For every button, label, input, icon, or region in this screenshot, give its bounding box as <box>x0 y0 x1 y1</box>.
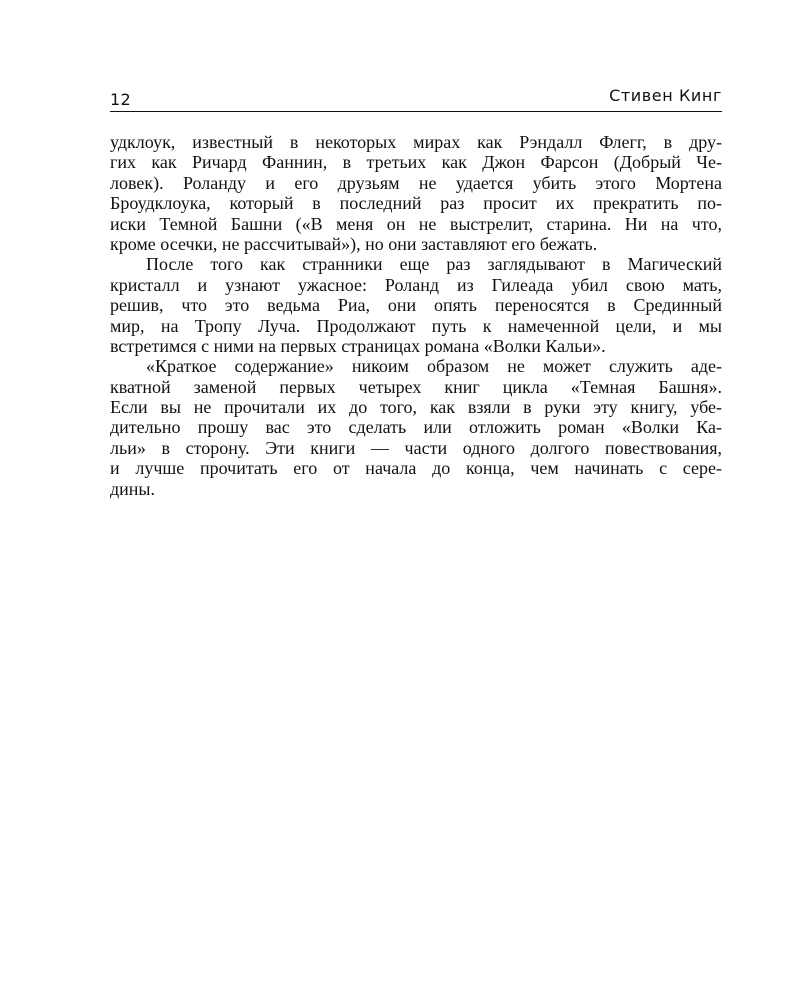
text-line: дины. <box>110 478 156 499</box>
text-line: Броудклоука, который в последний раз просит их прекратить по- <box>110 193 722 214</box>
book-page <box>110 86 722 499</box>
text-line: мир, на Тропу Луча. Продолжают путь к намеченной цели, и мы <box>110 315 722 336</box>
running-header <box>110 86 722 108</box>
text-line: и лучше прочитать его от начала до конца, чем начинать с сере- <box>110 458 722 479</box>
text-line: удклоук, известный в некоторых мирах как Рэндалл Флегг, в дру- <box>110 132 722 152</box>
paragraph-first-line: «Краткое содержание» никоим образом не может служить аде- <box>146 356 722 377</box>
text-line: Если вы не прочитали их до того, как взяли в руки эту книгу, убе- <box>110 397 722 418</box>
running-title-author: Стивен Кинг <box>609 86 722 105</box>
text-line: решив, что это ведьма Риа, они опять переносятся в Срединный <box>110 295 722 316</box>
text-line: гих как Ричард Фаннин, в третьих как Джон Фарсон (Добрый Че- <box>110 152 722 173</box>
text-line: иски Темной Башни («В меня он не выстрелит, старина. Ни на что, <box>110 213 722 234</box>
text-line: льи» в сторону. Эти книги — части одного долгого повествования, <box>110 437 722 458</box>
header-rule <box>110 111 722 112</box>
text-line: кристалл и узнают ужасное: Роланд из Гилеада убил свою мать, <box>110 274 722 295</box>
body-text <box>110 132 722 499</box>
text-line: кроме осечки, не рассчитывай»), но они заставляют его бежать. <box>110 233 598 254</box>
paragraph-first-line: После того как странники еще раз заглядывают в Магический <box>146 254 722 275</box>
text-line: кватной заменой первых четырех книг цикла «Темная Башня». <box>110 376 722 397</box>
text-line: ловек). Роланду и его друзьям не удается убить этого Мортена <box>110 172 722 193</box>
page-number: 12 <box>110 90 131 109</box>
text-line: дительно прошу вас это сделать или отложить роман «Волки Ка- <box>110 417 722 438</box>
text-line: встретимся с ними на первых страницах романа «Волки Кальи». <box>110 335 606 356</box>
